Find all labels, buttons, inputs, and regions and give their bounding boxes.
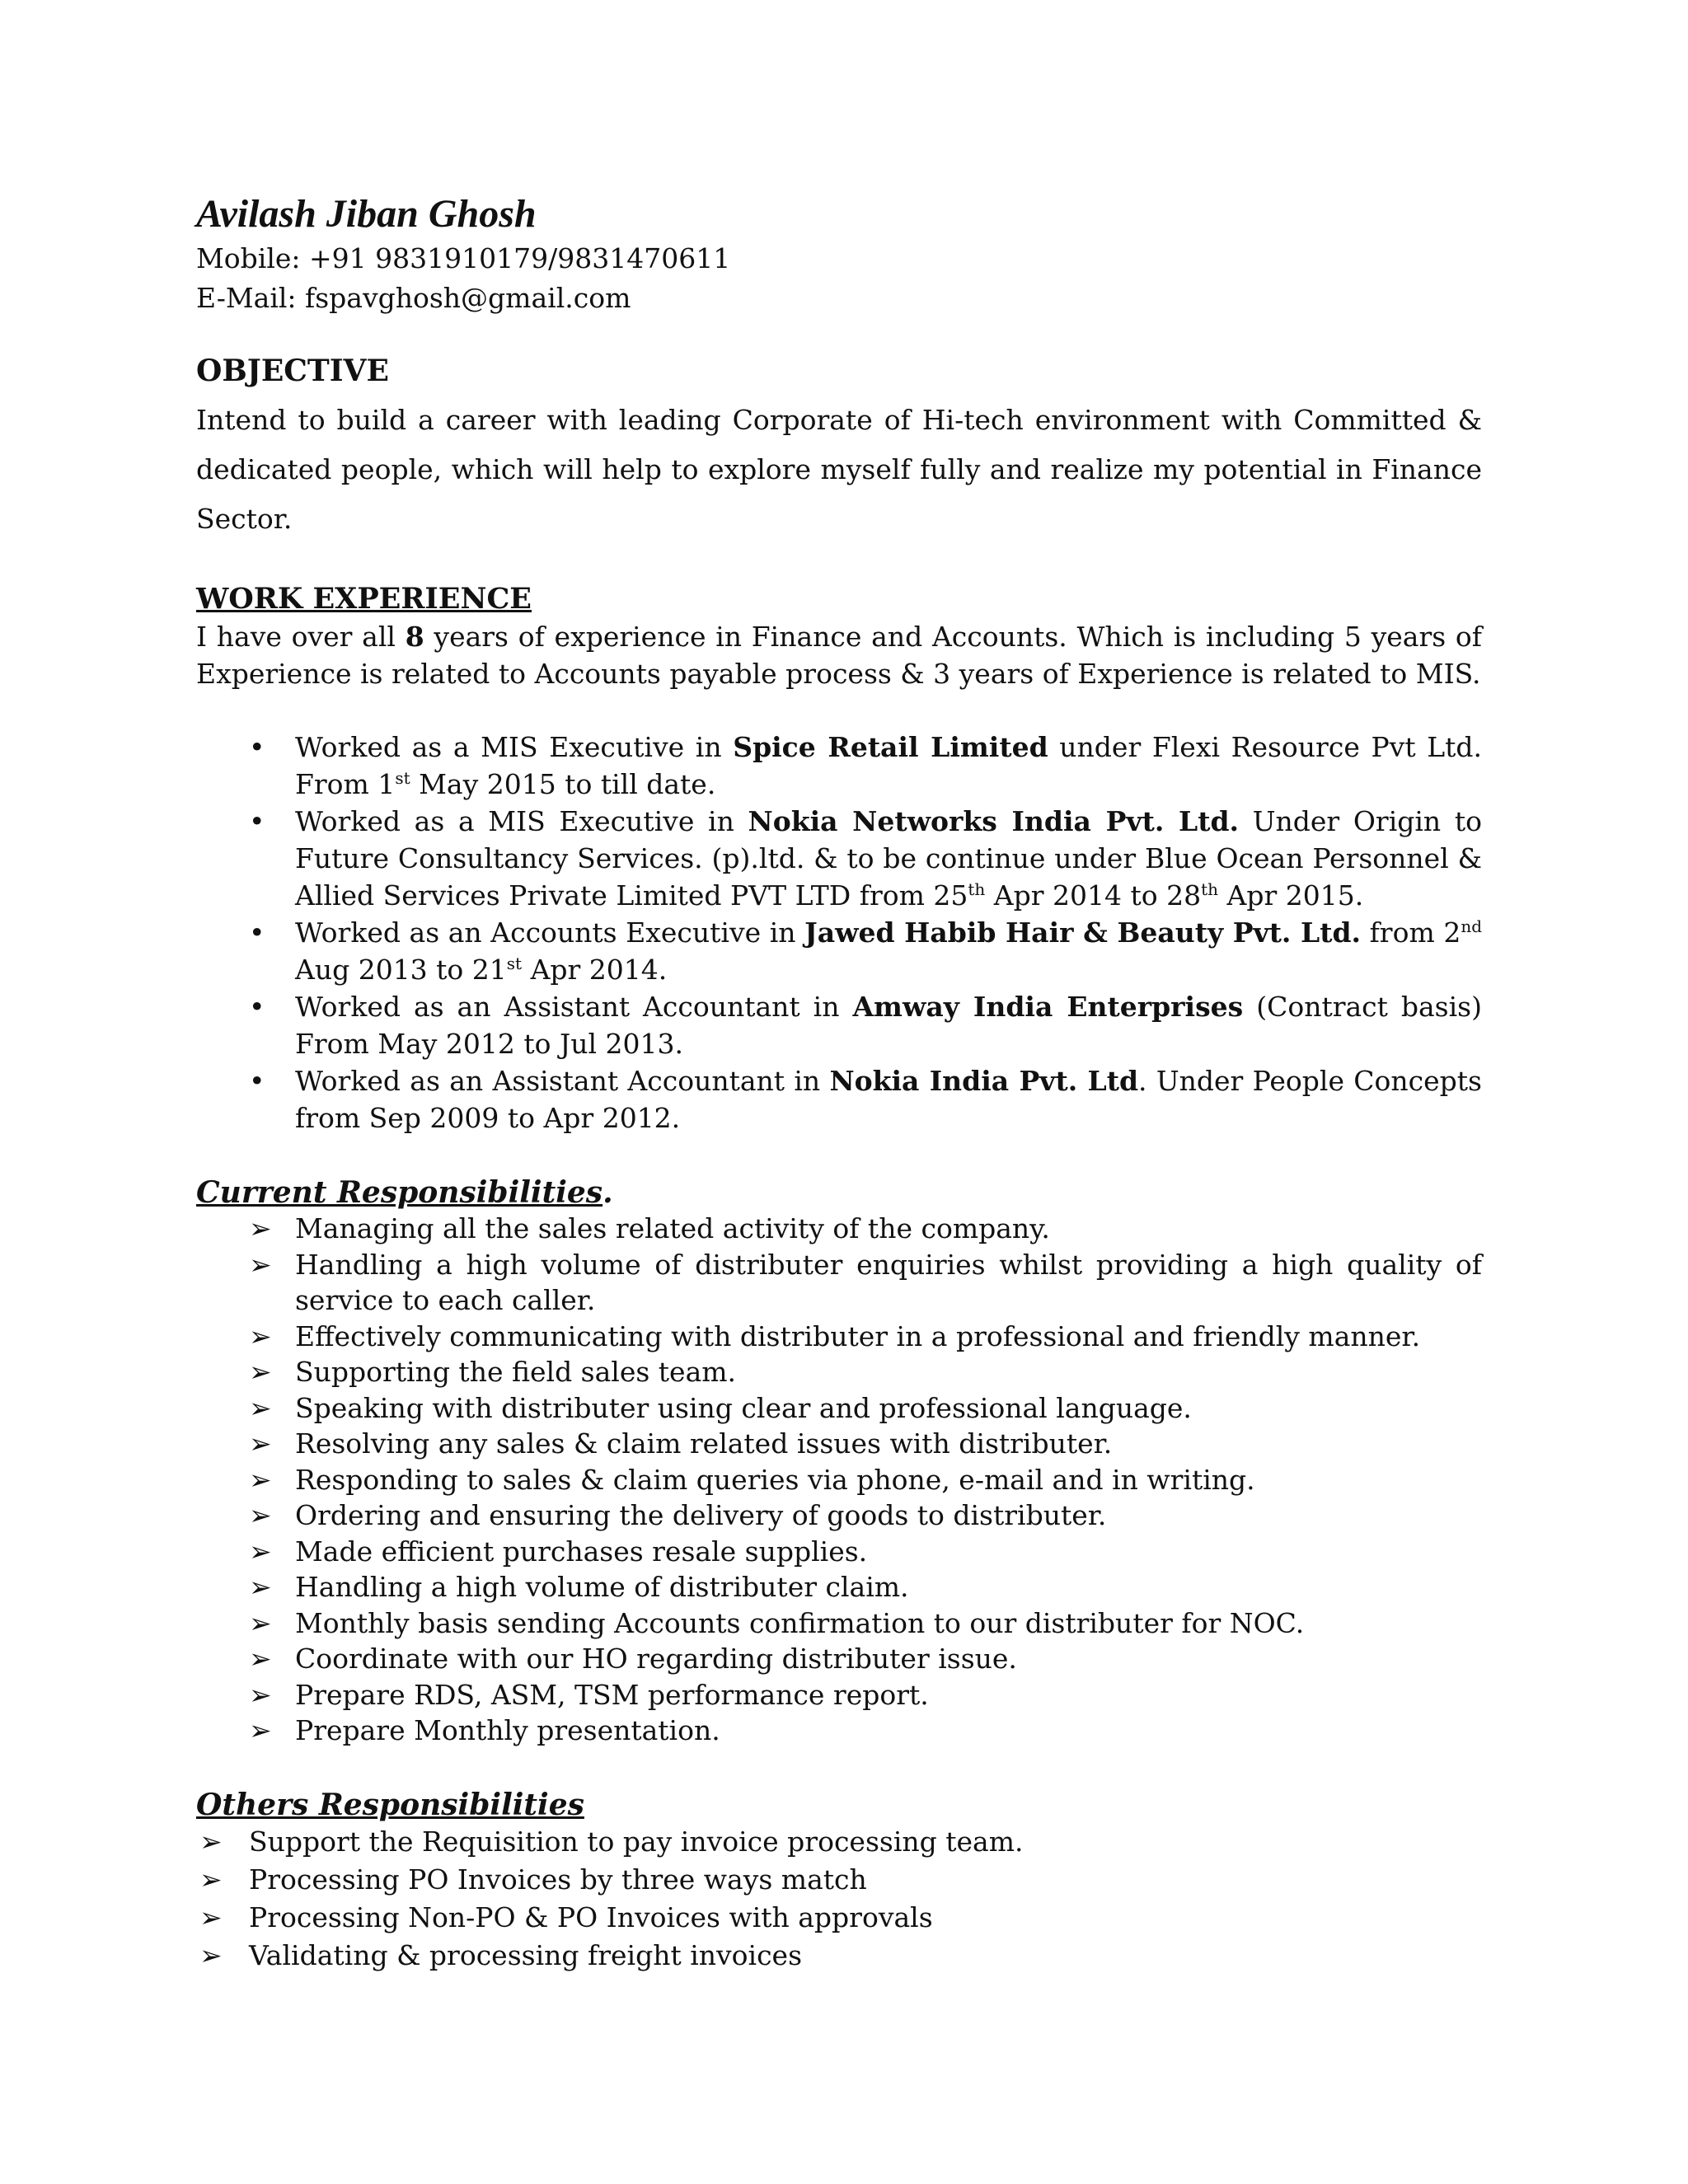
arrow-bullet-icon: ➢ <box>199 1938 223 1971</box>
list-item <box>196 1861 1482 1899</box>
arrow-bullet-icon: ➢ <box>199 1900 223 1933</box>
candidate-name: Avilash Jiban Ghosh <box>196 192 537 236</box>
job-text: May 2015 to till date. <box>410 768 716 800</box>
company-name: Jawed Habib Hair & Beauty Pvt. Ltd. <box>804 916 1362 949</box>
arrow-bullet-icon: ➢ <box>249 1714 272 1746</box>
job-text: Worked as a MIS Executive in <box>295 731 734 763</box>
list-item <box>196 1937 1482 1975</box>
list-item <box>196 1677 1482 1713</box>
current-heading-text: Current Responsibilities <box>196 1175 603 1210</box>
ordinal-suffix: st <box>395 768 410 788</box>
arrow-bullet-icon: ➢ <box>249 1499 272 1531</box>
summary-pre: I have over all <box>196 621 406 653</box>
job-text: Aug 2013 to 21 <box>295 954 507 986</box>
arrow-bullet-icon: ➢ <box>199 1863 223 1896</box>
arrow-bullet-icon: ➢ <box>249 1678 272 1711</box>
job-text: . Under People Concepts from Sep 2009 to Apr 2012. <box>295 1065 1482 1134</box>
list-item-text: Speaking with distributer using clear and professional language. <box>295 1391 1192 1424</box>
list-item <box>196 1354 1482 1390</box>
list-item-text: Processing Non-PO & PO Invoices with approvals <box>249 1900 933 1933</box>
list-item-text: Handling a high volume of distributer enquiries whilst providing a high quality of service to each caller. <box>295 1248 1482 1316</box>
list-item-text: Validating & processing freight invoices <box>249 1938 803 1971</box>
current-heading-suffix: . <box>603 1175 613 1210</box>
arrow-bullet-icon: ➢ <box>249 1319 272 1352</box>
others-responsibilities-heading <box>196 1787 1482 1823</box>
list-item-text: Made efficient purchases resale supplies. <box>295 1535 868 1568</box>
current-responsibilities-list <box>196 1211 1482 1749</box>
job-text: Apr 2014 to 28 <box>985 879 1202 912</box>
job-text: under Flexi Resource Pvt Ltd. From 1 <box>295 731 1482 800</box>
company-name: Nokia Networks India Pvt. Ltd. <box>748 805 1240 837</box>
summary-years: 8 <box>405 621 424 653</box>
list-item <box>196 1319 1482 1355</box>
arrow-bullet-icon: ➢ <box>249 1248 272 1281</box>
summary-post: years of experience in Finance and Accounts. Which is including 5 years of Experience is related to Accounts payable process & 3 years of Experience is related to MIS. <box>196 621 1482 690</box>
job-text: Apr 2014. <box>522 954 668 986</box>
arrow-bullet-icon: ➢ <box>249 1535 272 1568</box>
list-item-text: Resolving any sales & claim related issues with distributer. <box>295 1427 1113 1460</box>
list-item-text: Handling a high volume of distributer claim. <box>295 1571 909 1603</box>
job-list <box>196 729 1482 1137</box>
job-item <box>196 914 1482 988</box>
bullet-icon: • <box>249 1065 265 1097</box>
list-item-text: Supporting the field sales team. <box>295 1356 737 1388</box>
bullet-icon: • <box>249 916 265 949</box>
job-text: Worked as a MIS Executive in <box>295 805 748 837</box>
others-heading-text: Others Responsibilities <box>196 1787 584 1822</box>
list-item-text: Effectively communicating with distributer in a professional and friendly manner. <box>295 1319 1421 1352</box>
list-item-text: Prepare Monthly presentation. <box>295 1714 720 1746</box>
list-item <box>196 1713 1482 1749</box>
bullet-icon: • <box>249 991 265 1023</box>
list-item <box>196 1569 1482 1605</box>
arrow-bullet-icon: ➢ <box>249 1212 272 1244</box>
arrow-bullet-icon: ➢ <box>249 1571 272 1603</box>
list-item <box>196 1899 1482 1937</box>
arrow-bullet-icon: ➢ <box>249 1427 272 1460</box>
job-text: Worked as an Assistant Accountant in <box>295 1065 830 1097</box>
job-text: Worked as an Assistant Accountant in <box>295 991 853 1023</box>
company-name: Spice Retail Limited <box>733 731 1048 763</box>
list-item <box>196 1247 1482 1319</box>
list-item <box>196 1462 1482 1498</box>
job-text: Apr 2015. <box>1218 879 1364 912</box>
company-name: Amway India Enterprises <box>852 991 1244 1023</box>
list-item <box>196 1211 1482 1247</box>
objective-text: Intend to build a career with leading Corporate of Hi-tech environment with Committed & dedicated people, which will help to explore myself fully and realize my potential in Finance Sector. <box>196 404 1482 535</box>
arrow-bullet-icon: ➢ <box>249 1606 272 1639</box>
list-item-text: Prepare RDS, ASM, TSM performance report. <box>295 1678 929 1711</box>
list-item-text: Managing all the sales related activity of the company. <box>295 1212 1050 1244</box>
list-item-text: Processing PO Invoices by three ways match <box>249 1863 867 1896</box>
job-text: Worked as an Accounts Executive in <box>295 916 805 949</box>
arrow-bullet-icon: ➢ <box>249 1391 272 1424</box>
bullet-icon: • <box>249 731 265 763</box>
resume-page <box>196 190 1482 1975</box>
email-line: E-Mail: fspavghosh@gmail.com <box>196 282 631 314</box>
list-item <box>196 1641 1482 1677</box>
job-text: (Contract basis) From May 2012 to Jul 2013. <box>295 991 1482 1060</box>
objective-heading: OBJECTIVE <box>196 354 389 388</box>
list-item <box>196 1390 1482 1427</box>
list-item-text: Responding to sales & claim queries via phone, e-mail and in writing. <box>295 1463 1255 1496</box>
arrow-bullet-icon: ➢ <box>199 1825 223 1858</box>
list-item <box>196 1497 1482 1534</box>
job-text: Under Origin to Future Consultancy Services. (p).ltd. & to be continue under Blue Ocean Personnel & Allied Services Private Limited PVT LTD from 25 <box>295 805 1482 912</box>
list-item-text: Support the Requisition to pay invoice processing team. <box>249 1825 1024 1858</box>
ordinal-suffix: st <box>506 954 523 973</box>
work-experience-heading: WORK EXPERIENCE <box>196 582 532 616</box>
others-responsibilities-list <box>196 1823 1482 1975</box>
company-name: Nokia India Pvt. Ltd <box>829 1065 1139 1097</box>
list-item <box>196 1605 1482 1642</box>
list-item-text: Ordering and ensuring the delivery of goods to distributer. <box>295 1499 1107 1531</box>
arrow-bullet-icon: ➢ <box>249 1463 272 1496</box>
list-item <box>196 1534 1482 1570</box>
list-item <box>196 1823 1482 1861</box>
job-item <box>196 1062 1482 1137</box>
bullet-icon: • <box>249 805 265 837</box>
ordinal-suffix: th <box>968 879 986 899</box>
ordinal-suffix: th <box>1201 879 1219 899</box>
job-item <box>196 988 1482 1062</box>
list-item-text: Monthly basis sending Accounts confirmation to our distributer for NOC. <box>295 1606 1305 1639</box>
job-item <box>196 729 1482 803</box>
list-item <box>196 1426 1482 1462</box>
mobile-line: Mobile: +91 9831910179/9831470611 <box>196 242 731 274</box>
arrow-bullet-icon: ➢ <box>249 1643 272 1675</box>
arrow-bullet-icon: ➢ <box>249 1356 272 1388</box>
list-item-text: Coordinate with our HO regarding distributer issue. <box>295 1643 1017 1675</box>
current-responsibilities-heading <box>196 1174 1482 1211</box>
job-text: from 2 <box>1361 916 1461 949</box>
job-item <box>196 803 1482 914</box>
work-summary <box>196 618 1482 692</box>
ordinal-suffix: nd <box>1461 916 1483 936</box>
